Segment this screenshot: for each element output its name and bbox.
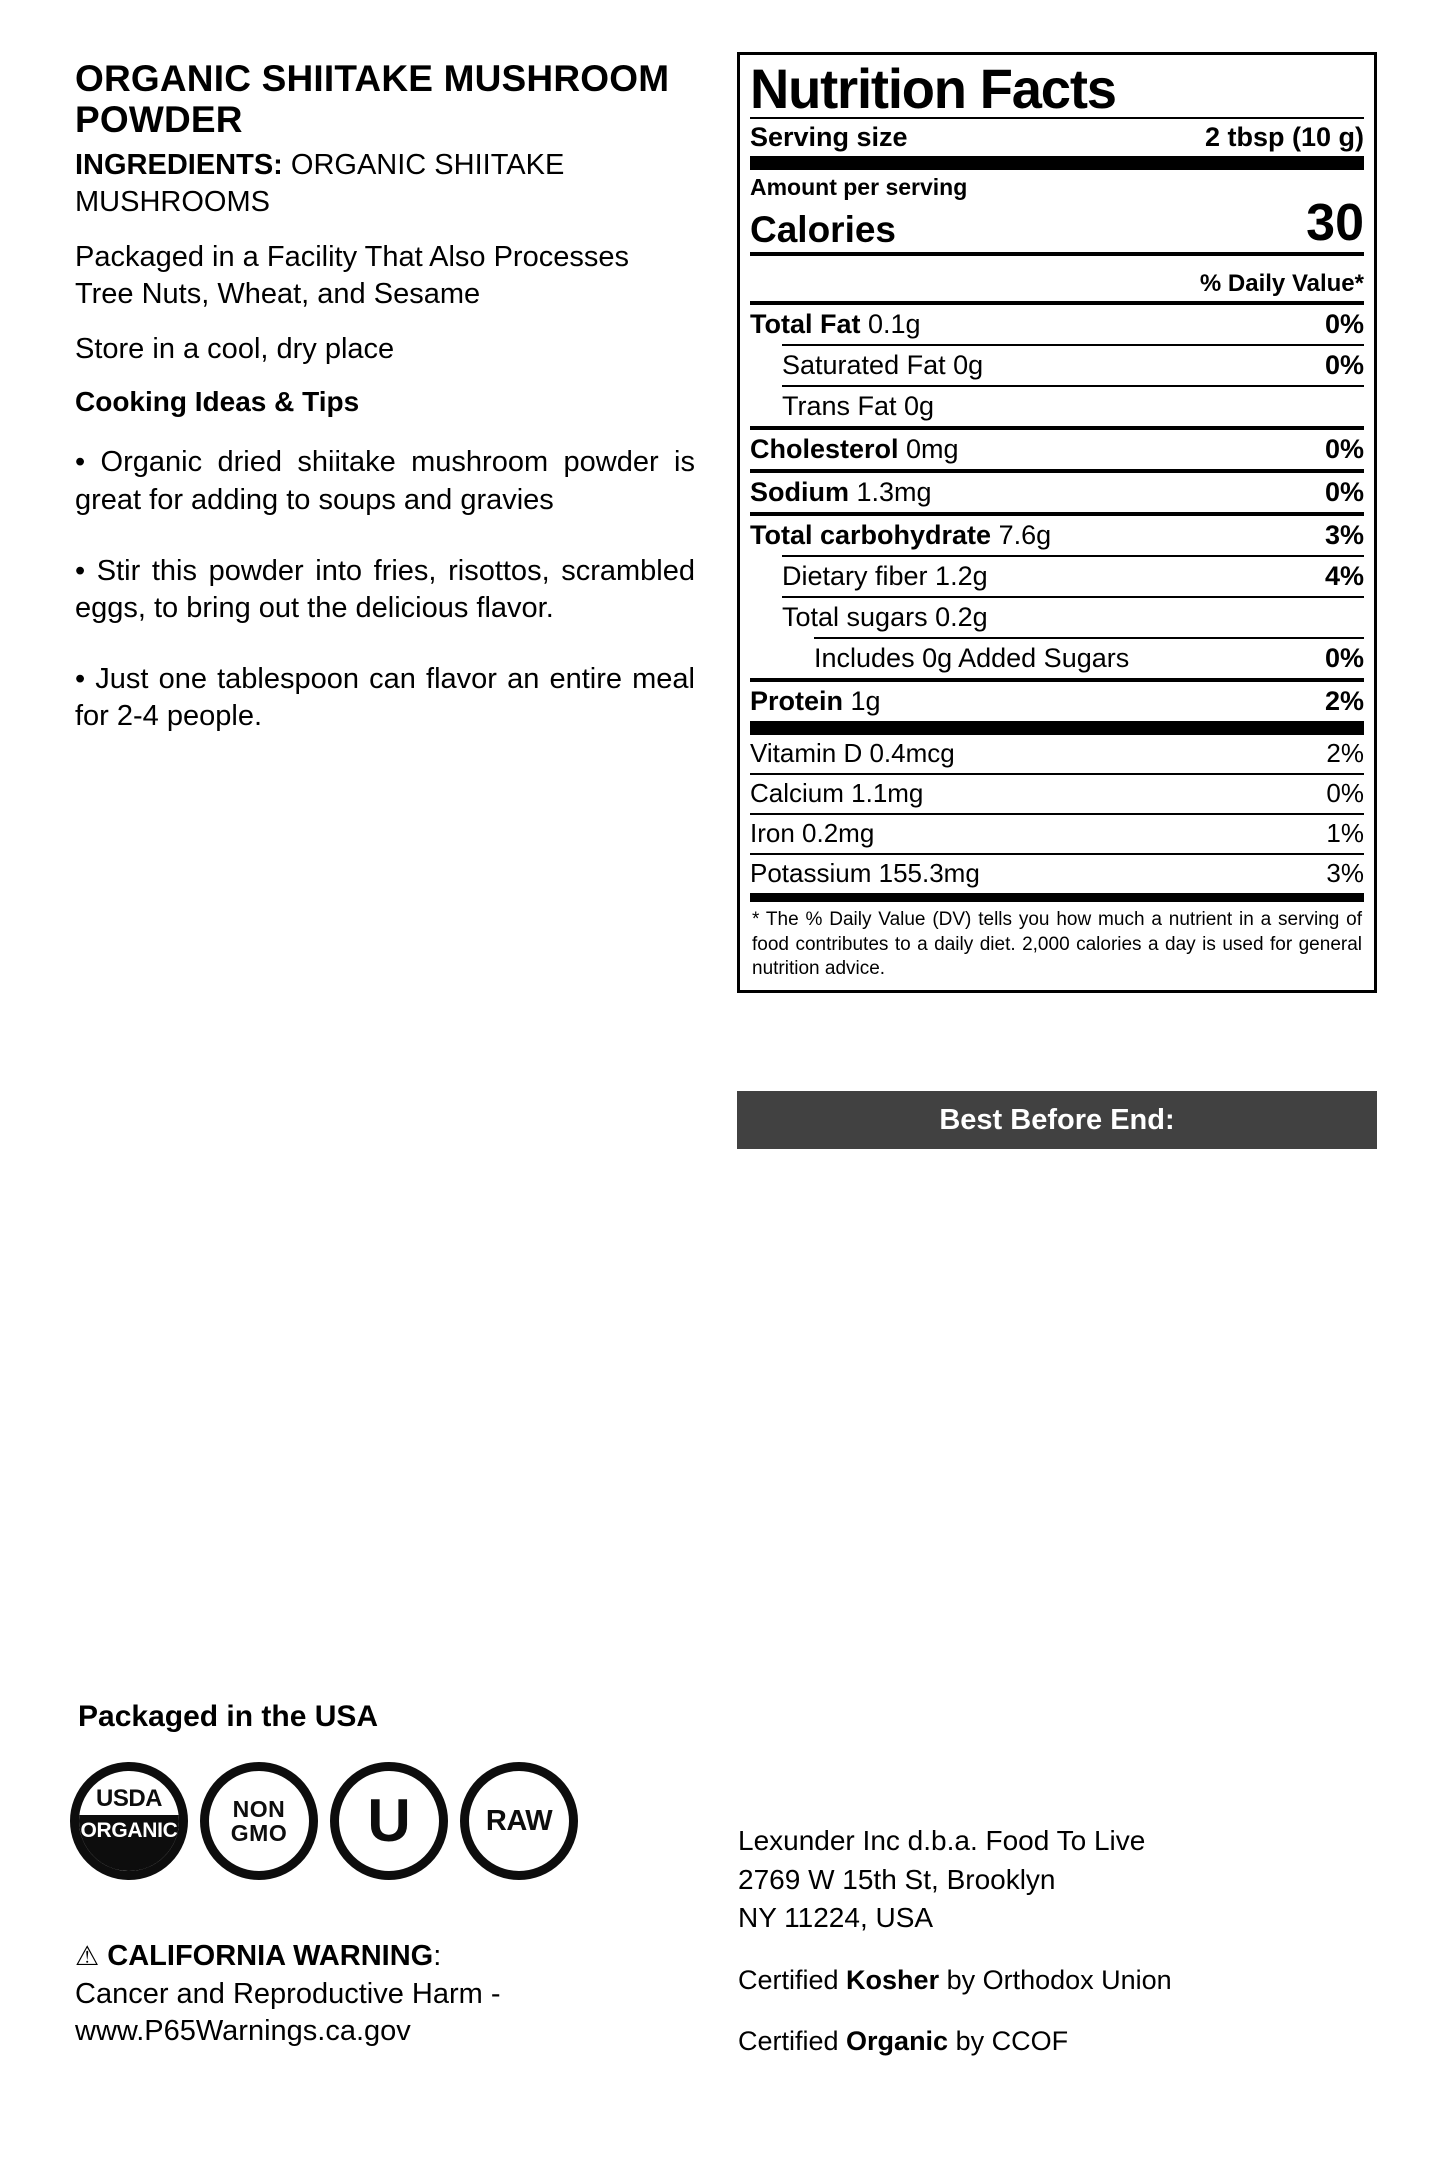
nutrient-dv: 3% — [1324, 520, 1364, 551]
cert-organic-suffix: by CCOF — [948, 2026, 1069, 2057]
certification-badges — [70, 1762, 578, 1880]
vitamin-dv: 2% — [1326, 738, 1364, 769]
nutrient-row-added-sugars — [750, 639, 1364, 678]
calories-row — [750, 194, 1364, 253]
nutrient-name: Saturated Fat 0g — [782, 349, 984, 380]
serving-size-value: 2 tbsp (10 g) — [1204, 122, 1364, 152]
calories-label: Calories — [750, 209, 897, 251]
certification-organic — [738, 2023, 1378, 2060]
kosher-u-badge-text: U — [367, 1787, 411, 1854]
nutrient-amount: 0mg — [898, 434, 959, 465]
usda-badge-top-text: USDA — [95, 1785, 162, 1812]
california-warning — [75, 1938, 695, 2051]
vitamin-dv: 0% — [1326, 778, 1364, 809]
vitamin-name: Vitamin D 0.4mcg — [750, 738, 955, 769]
vitamin-dv: 1% — [1326, 818, 1364, 849]
cert-organic-prefix: Certified — [738, 2026, 847, 2057]
divider — [750, 893, 1364, 902]
serving-size-row — [750, 119, 1364, 156]
divider — [750, 156, 1364, 170]
nutrient-name: Trans Fat 0g — [782, 391, 935, 421]
nutrient-row-total-carbohydrate — [750, 516, 1364, 555]
company-address-street: 2769 W 15th St, Brooklyn — [738, 1863, 1056, 1895]
nutrient-amount: 1.3mg — [849, 477, 932, 508]
california-warning-body-line1: Cancer and Reproductive Harm - — [75, 1977, 501, 2010]
ingredients-label: INGREDIENTS: — [75, 148, 283, 181]
nutrient-dv: 0% — [1324, 643, 1364, 674]
company-name: Lexunder Inc d.b.a. Food To Live — [738, 1825, 1146, 1856]
nutrient-name: Total Fat — [750, 308, 861, 339]
serving-size-label: Serving size — [750, 122, 908, 152]
calories-value: 30 — [1306, 194, 1364, 253]
vitamin-name: Iron 0.2mg — [750, 818, 875, 849]
nutrient-dv: 0% — [1324, 349, 1364, 380]
cooking-tip-2: • Stir this powder into fries, risottos, scrambled eggs, to bring out the delicious flavor. — [75, 554, 695, 624]
vitamin-dv: 3% — [1326, 858, 1364, 889]
nutrient-row-total-fat — [750, 305, 1364, 344]
nutrient-dv: 0% — [1324, 434, 1364, 465]
cooking-ideas-heading: Cooking Ideas & Tips — [75, 386, 360, 418]
nutrient-amount: 0.1g — [860, 308, 921, 339]
vitamin-name: Potassium 155.3mg — [750, 858, 980, 889]
non-gmo-line2: GMO — [230, 1820, 288, 1846]
california-warning-heading-row — [75, 1938, 695, 1976]
packaged-in-usa-label: Packaged in the USA — [78, 1700, 379, 1733]
ingredients-statement — [75, 147, 695, 221]
warning-triangle-icon: ⚠ — [75, 1941, 100, 1971]
nutrient-name: Includes 0g Added Sugars — [814, 643, 1130, 674]
nutrient-dv: 0% — [1324, 477, 1364, 508]
nutrient-name: Dietary fiber 1.2g — [782, 561, 988, 592]
nutrient-row-dietary-fiber — [750, 557, 1364, 596]
nutrient-dv: 0% — [1324, 308, 1364, 339]
nutrient-name: Cholesterol — [750, 434, 899, 465]
nutrient-name: Protein — [750, 686, 844, 717]
kosher-u-badge — [330, 1762, 448, 1880]
daily-value-header: % Daily Value* — [1199, 270, 1364, 298]
non-gmo-badge-text — [231, 1797, 287, 1845]
best-before-bar — [737, 1091, 1377, 1149]
ingredients-value: ORGANIC SHIITAKE MUSHROOMS — [75, 148, 565, 218]
non-gmo-line1: NON — [232, 1795, 286, 1822]
usda-organic-badge — [70, 1762, 188, 1880]
nutrient-row-trans-fat — [750, 387, 1364, 426]
cert-kosher-bold: Kosher — [846, 1964, 940, 1995]
california-warning-url[interactable]: www.P65Warnings.ca.gov — [75, 2015, 411, 2048]
nutrient-name: Total carbohydrate — [750, 520, 992, 551]
page-title: ORGANIC SHIITAKE MUSHROOM POWDER — [75, 58, 670, 141]
company-address-city-state: NY 11224, USA — [738, 1902, 934, 1934]
company-info — [738, 1822, 1378, 2060]
nutrition-facts-panel — [737, 52, 1377, 993]
vitamin-row-potassium — [750, 855, 1364, 893]
nutrient-dv: 2% — [1324, 686, 1364, 717]
cooking-tip-3: • Just one tablespoon can flavor an entire meal for 2-4 people. — [75, 662, 695, 732]
california-warning-colon: : — [433, 1940, 442, 1972]
nutrition-facts-title: Nutrition Facts — [750, 57, 1116, 120]
best-before-label: Best Before End: — [939, 1103, 1175, 1136]
divider — [750, 721, 1364, 735]
nutrient-dv: 4% — [1324, 561, 1364, 592]
vitamin-row-vitamin-d — [750, 735, 1364, 773]
vitamin-row-iron — [750, 815, 1364, 853]
cert-kosher-suffix: by Orthodox Union — [939, 1964, 1172, 1995]
cert-kosher-prefix: Certified — [738, 1964, 847, 1995]
cooking-tip-1: • Organic dried shiitake mushroom powder is great for adding to soups and gravies — [75, 446, 695, 516]
nutrient-row-saturated-fat — [750, 346, 1364, 385]
raw-badge-text: RAW — [485, 1804, 553, 1837]
amount-per-serving-label: Amount per serving — [750, 174, 968, 201]
raw-badge — [460, 1762, 578, 1880]
nutrient-name: Total sugars 0.2g — [782, 602, 988, 633]
daily-value-footnote: * The % Daily Value (DV) tells you how much a nutrient in a serving of food contributes to a daily diet. 2,000 calories a day is used for general nutrition advice. — [752, 908, 1362, 980]
nutrient-row-cholesterol — [750, 430, 1364, 469]
allergen-statement: Packaged in a Facility That Also Processes Tree Nuts, Wheat, and Sesame — [75, 241, 629, 311]
nutrient-name: Sodium — [750, 477, 849, 508]
california-warning-heading: CALIFORNIA WARNING — [107, 1940, 434, 1972]
product-info-column — [75, 58, 695, 769]
certification-kosher — [738, 1962, 1378, 1999]
nutrient-amount: 1g — [843, 686, 881, 717]
nutrient-amount: 7.6g — [991, 520, 1052, 551]
nutrient-row-protein — [750, 682, 1364, 721]
non-gmo-badge — [200, 1762, 318, 1880]
cert-organic-bold: Organic — [846, 2026, 949, 2057]
nutrient-row-total-sugars — [750, 598, 1364, 637]
storage-statement: Store in a cool, dry place — [75, 333, 395, 366]
vitamin-name: Calcium 1.1mg — [750, 778, 924, 809]
nutrient-row-sodium — [750, 473, 1364, 512]
vitamin-row-calcium — [750, 775, 1364, 813]
usda-badge-bottom-text: ORGANIC — [70, 1815, 188, 1880]
